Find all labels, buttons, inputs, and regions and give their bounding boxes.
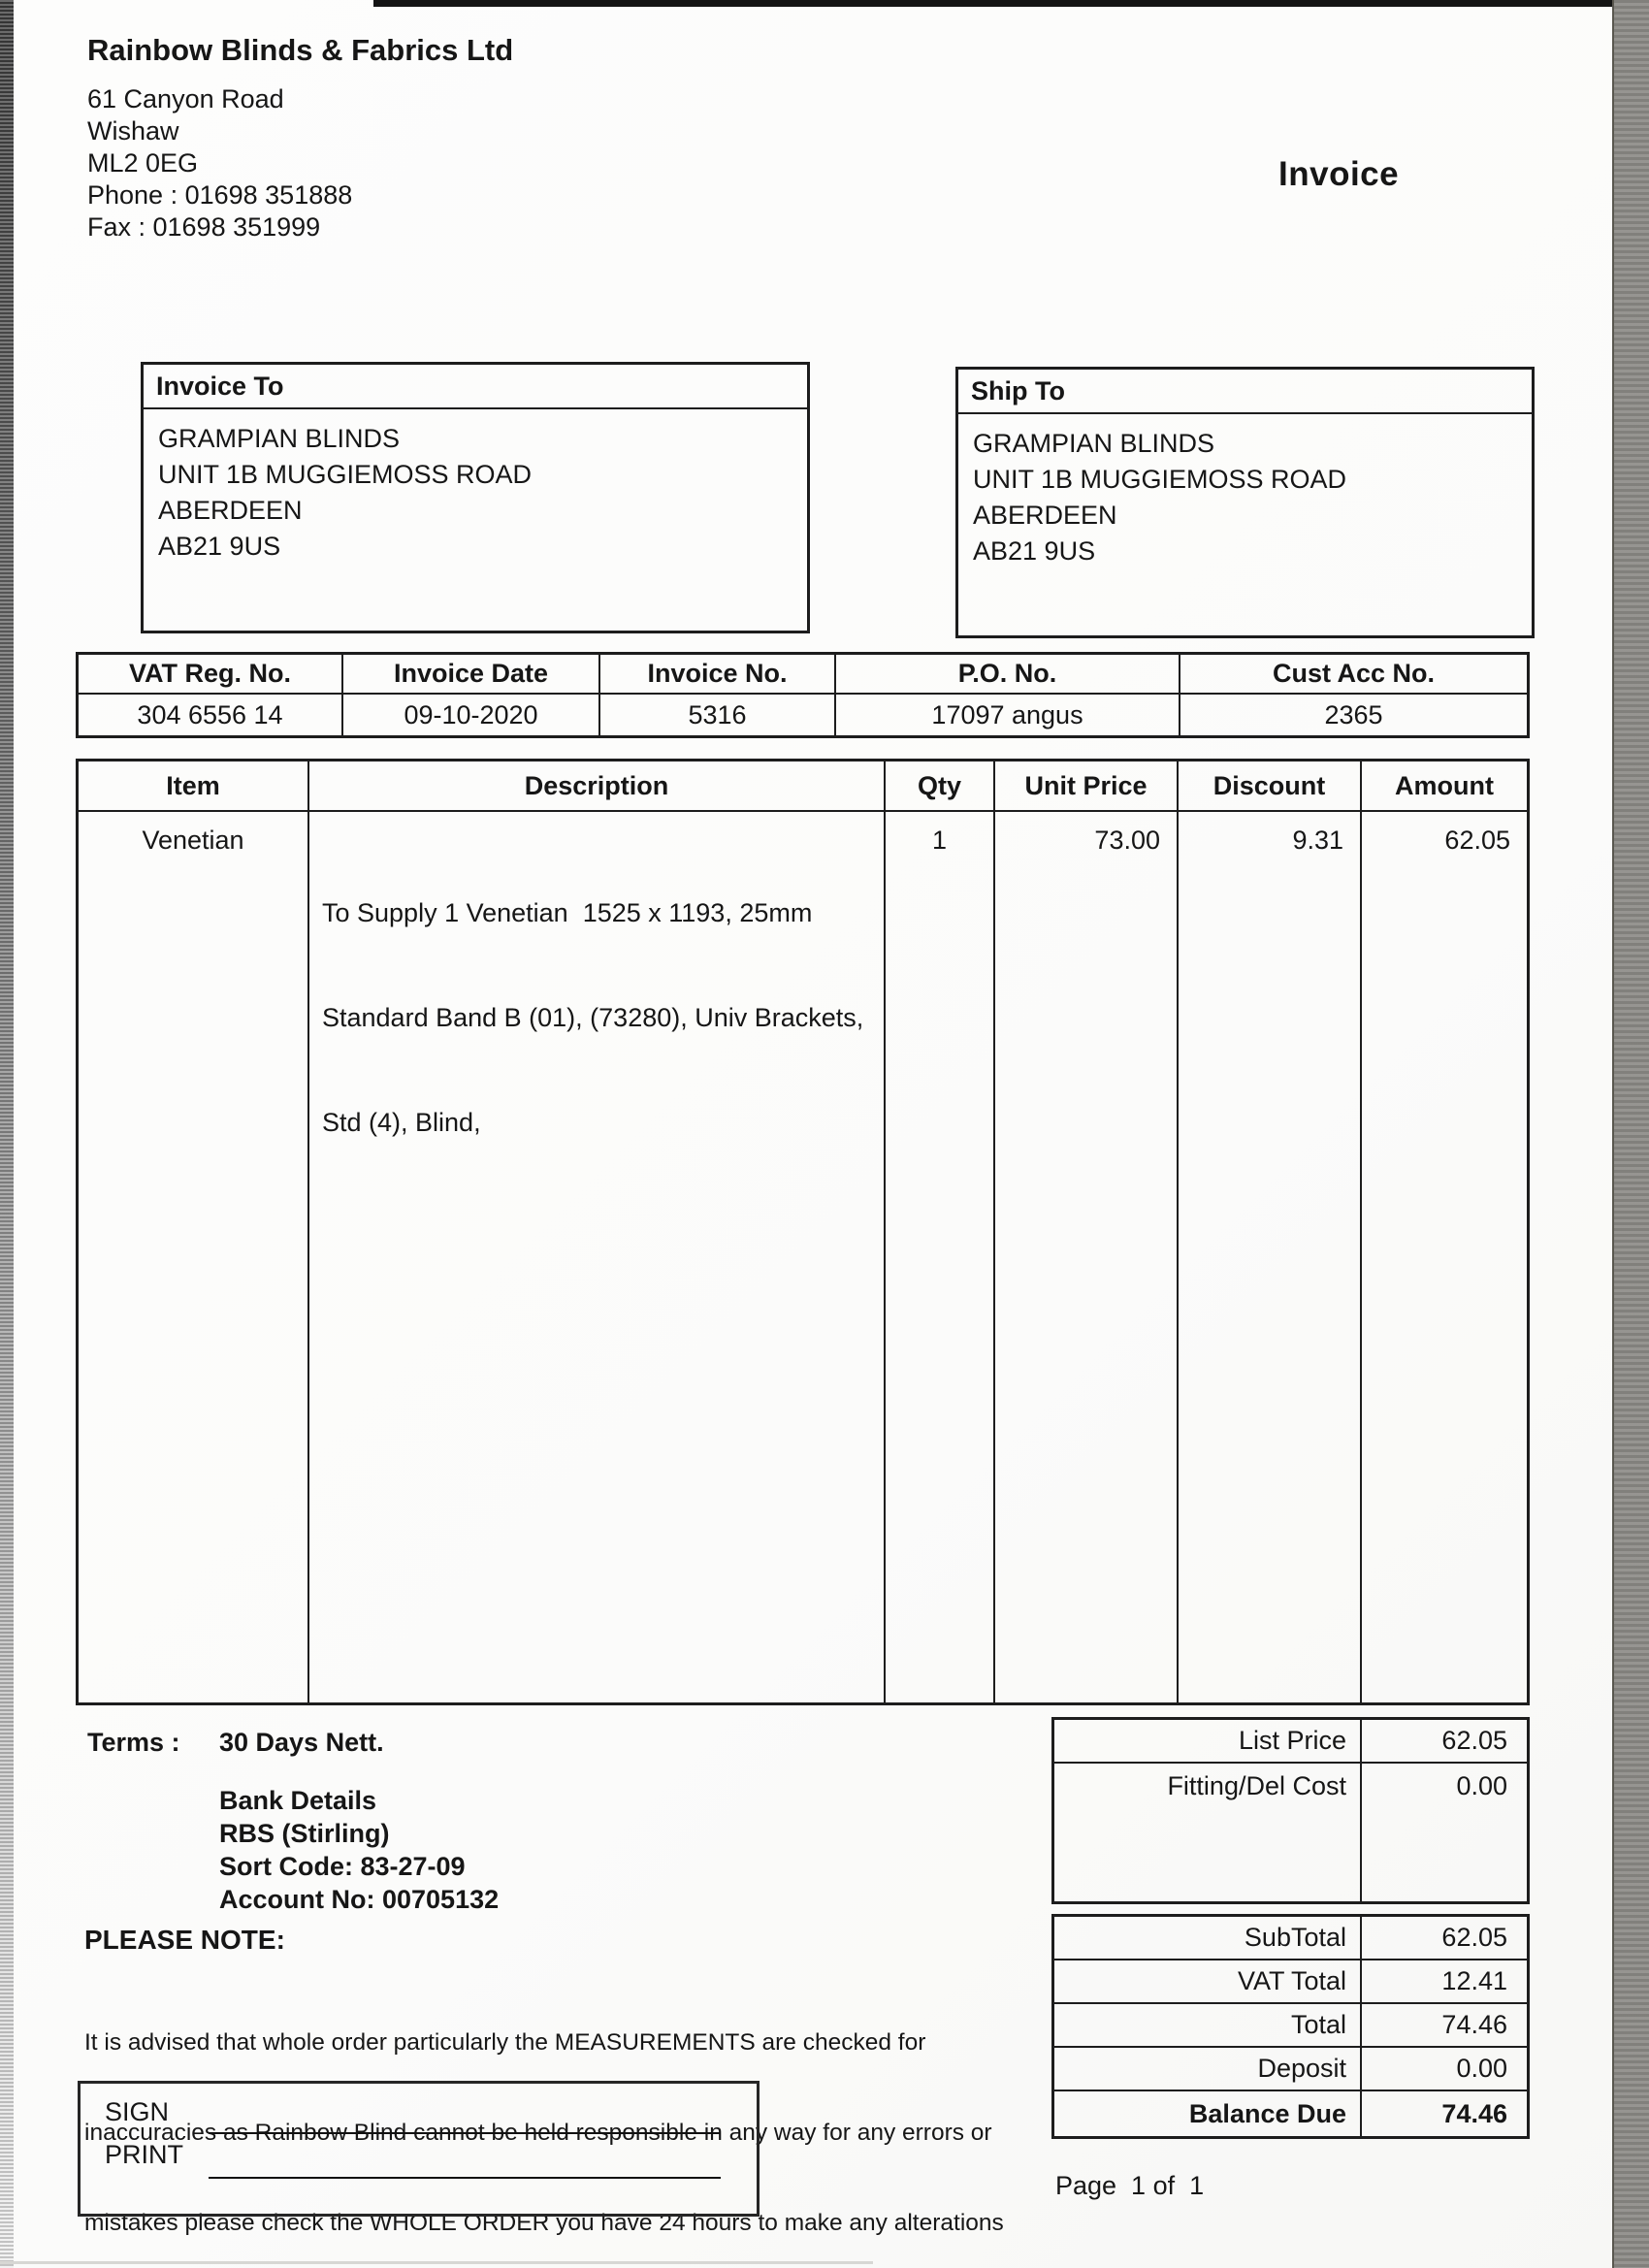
sign-line bbox=[209, 2132, 721, 2134]
total-value: 74.46 bbox=[1441, 2098, 1507, 2128]
total-value: 74.46 bbox=[1441, 2010, 1507, 2039]
line-items-table bbox=[76, 759, 1530, 1705]
bank-detail-line: Account No: 00705132 bbox=[219, 1885, 500, 1914]
scan-edge-top bbox=[373, 0, 1649, 7]
invoice-to-label: Invoice To bbox=[144, 365, 807, 409]
meta-value-po-no: 17097 angus bbox=[836, 695, 1180, 735]
items-header-unit-price: Unit Price bbox=[995, 761, 1179, 812]
items-header-item: Item bbox=[79, 761, 309, 812]
document-title: Invoice bbox=[1278, 155, 1400, 193]
totals-upper-box bbox=[1051, 1717, 1530, 1904]
total-row-balance-due bbox=[1054, 2091, 1527, 2136]
item-cell-amount: 62.05 bbox=[1444, 826, 1510, 855]
total-row-deposit bbox=[1054, 2048, 1527, 2091]
ship-to-address-line: GRAMPIAN BLINDS bbox=[973, 429, 1215, 458]
item-cell-description bbox=[309, 812, 886, 1702]
total-row-list-price bbox=[1054, 1720, 1527, 1764]
item-cell-discount: 9.31 bbox=[1179, 812, 1362, 1702]
ship-to-address bbox=[958, 414, 1532, 569]
total-row-total bbox=[1054, 2004, 1527, 2048]
please-note-line: It is advised that whole order particularly the MEASUREMENTS are checked for bbox=[84, 2029, 926, 2056]
total-value: 62.05 bbox=[1441, 1923, 1507, 1952]
meta-header-po-no: P.O. No. bbox=[836, 655, 1180, 693]
terms-value: 30 Days Nett. bbox=[219, 1728, 384, 1757]
total-label: SubTotal bbox=[1054, 1917, 1362, 1959]
please-note-line: mistakes please check the WHOLE ORDER you have 24 hours to make any alterations bbox=[84, 2210, 1004, 2236]
meta-header-invoice-no: Invoice No. bbox=[600, 655, 836, 693]
sign-label: SIGN bbox=[105, 2097, 170, 2126]
ship-to-box bbox=[955, 367, 1535, 638]
ship-to-label: Ship To bbox=[958, 370, 1532, 414]
ship-to-address-line: AB21 9US bbox=[973, 536, 1096, 566]
invoice-to-address bbox=[144, 409, 807, 565]
meta-value-row bbox=[79, 695, 1527, 735]
print-label: PRINT bbox=[105, 2140, 183, 2169]
meta-header-cust-acc: Cust Acc No. bbox=[1272, 659, 1436, 688]
meta-value-cust-acc: 2365 bbox=[1324, 699, 1383, 729]
ship-to-address-line: UNIT 1B MUGGIEMOSS ROAD bbox=[973, 465, 1347, 494]
totals-lower-box bbox=[1051, 1914, 1530, 2139]
bank-detail-line: RBS (Stirling) bbox=[219, 1819, 390, 1848]
total-value: 12.41 bbox=[1441, 1966, 1507, 1995]
total-label: List Price bbox=[1054, 1720, 1362, 1762]
total-row-vat-total bbox=[1054, 1960, 1527, 2004]
total-value: 62.05 bbox=[1441, 1726, 1507, 1755]
signature-box bbox=[78, 2081, 760, 2217]
meta-value-invoice-no: 5316 bbox=[600, 695, 836, 735]
invoice-meta-table bbox=[76, 652, 1530, 738]
total-label: Balance Due bbox=[1054, 2091, 1362, 2136]
total-label: VAT Total bbox=[1054, 1960, 1362, 2002]
company-address-line: Wishaw bbox=[87, 116, 179, 146]
ship-to-address-line: ABERDEEN bbox=[973, 501, 1117, 530]
invoice-to-address-line: GRAMPIAN BLINDS bbox=[158, 424, 401, 453]
page-number-info: Page 1 of 1 bbox=[1055, 2171, 1205, 2200]
item-description-line: Standard Band B (01), (73280), Univ Brackets, bbox=[322, 1003, 864, 1032]
meta-header-invoice-date: Invoice Date bbox=[343, 655, 600, 693]
items-header-discount: Discount bbox=[1179, 761, 1362, 812]
invoice-to-address-line: ABERDEEN bbox=[158, 496, 303, 525]
scan-edge-right bbox=[1612, 0, 1649, 2268]
meta-value-invoice-date: 09-10-2020 bbox=[343, 695, 600, 735]
item-cell-name: Venetian bbox=[79, 812, 309, 1702]
company-address-block bbox=[87, 83, 352, 243]
total-label: Fitting/Del Cost bbox=[1054, 1764, 1362, 1901]
total-value: 0.00 bbox=[1456, 2054, 1507, 2083]
meta-value-vat-reg: 304 6556 14 bbox=[79, 695, 343, 735]
total-value: 0.00 bbox=[1456, 1771, 1507, 1800]
please-note-title: PLEASE NOTE: bbox=[84, 1925, 285, 1955]
meta-header-vat-reg: VAT Reg. No. bbox=[79, 655, 343, 693]
bank-details-block bbox=[219, 1784, 499, 1916]
invoice-to-box bbox=[141, 362, 810, 633]
company-fax: Fax : 01698 351999 bbox=[87, 212, 321, 242]
total-label: Total bbox=[1054, 2004, 1362, 2046]
invoice-to-address-line: UNIT 1B MUGGIEMOSS ROAD bbox=[158, 460, 533, 489]
item-description-line: Std (4), Blind, bbox=[322, 1108, 481, 1137]
item-cell-unit-price: 73.00 bbox=[995, 812, 1179, 1702]
item-cell-qty: 1 bbox=[886, 812, 995, 1702]
meta-header-row bbox=[79, 655, 1527, 695]
item-description-line: To Supply 1 Venetian 1525 x 1193, 25mm bbox=[322, 898, 813, 927]
bank-detail-line: Sort Code: 83-27-09 bbox=[219, 1852, 466, 1881]
total-row-subtotal bbox=[1054, 1917, 1527, 1960]
bank-details-title: Bank Details bbox=[219, 1786, 377, 1815]
company-name: Rainbow Blinds & Fabrics Ltd bbox=[87, 33, 514, 67]
total-row-fitting-del-cost bbox=[1054, 1764, 1527, 1901]
company-phone: Phone : 01698 351888 bbox=[87, 180, 353, 210]
items-header-amount: Amount bbox=[1362, 761, 1527, 812]
terms-label: Terms : bbox=[87, 1728, 180, 1757]
please-note-line: inaccuracies as Rainbow Blind cannot be held responsible in any way for any errors or bbox=[84, 2120, 992, 2146]
company-address-line: 61 Canyon Road bbox=[87, 84, 284, 113]
print-line bbox=[209, 2177, 721, 2179]
items-header-qty: Qty bbox=[886, 761, 995, 812]
invoice-to-address-line: AB21 9US bbox=[158, 532, 281, 561]
items-header-description: Description bbox=[309, 761, 886, 812]
company-address-line: ML2 0EG bbox=[87, 148, 199, 178]
scan-edge-left bbox=[0, 0, 14, 2268]
total-label: Deposit bbox=[1054, 2048, 1362, 2090]
